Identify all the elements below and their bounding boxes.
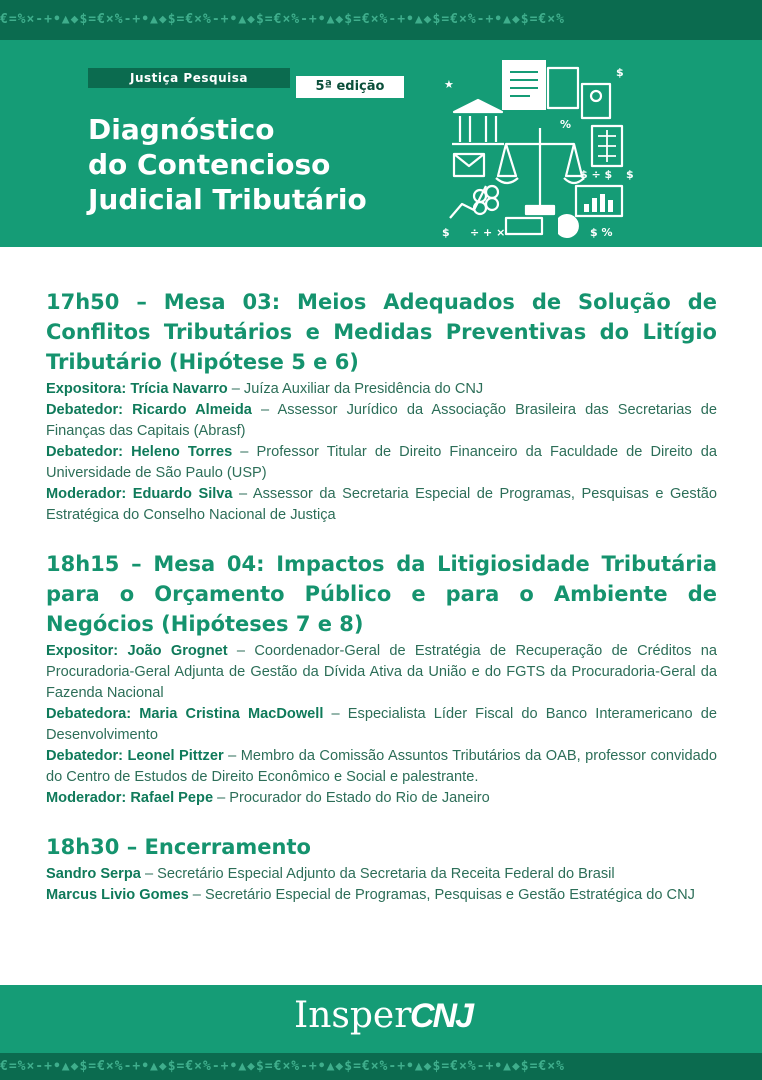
- program-content: [46, 287, 717, 929]
- speaker-name: Marcus Livio Gomes: [46, 887, 189, 903]
- svg-text:$ ÷ $: $ ÷ $: [580, 168, 613, 181]
- edition-badge: 5ª edição: [296, 76, 404, 98]
- program-section: [46, 549, 717, 809]
- speaker-description: – Juíza Auxiliar da Presidência do CNJ: [227, 381, 484, 397]
- svg-text:★: ★: [444, 78, 454, 91]
- speaker-description: – Especialista Líder Fiscal do Banco Interamericano de Desenvolvimento: [46, 706, 717, 743]
- tax-justice-illustration-icon: [440, 58, 640, 238]
- speaker-entry: [46, 864, 717, 885]
- svg-text:$: $: [626, 168, 634, 181]
- section-title: [46, 549, 717, 639]
- event-title-line: Judicial Tributário: [88, 183, 367, 216]
- svg-text:$: $: [442, 226, 450, 238]
- bottom-pattern-strip: [0, 1053, 762, 1080]
- section-title: [46, 287, 717, 377]
- section-title-line: 18h15 – Mesa 04: Impactos da Litigiosidade Tributária: [46, 552, 717, 576]
- section-title-line: Tributário (Hipótese 5 e 6): [46, 350, 359, 374]
- speaker-entry: [46, 641, 717, 704]
- pattern-text: €=%×-+•▲◆$=€×%-+•▲◆$=€×%-+•▲◆$=€×%-+•▲◆$=€×%-+•▲◆$=€×%-+•▲◆$=€×%: [0, 1059, 565, 1074]
- section-title-line: para o Orçamento Público e para o Ambiente de: [46, 582, 717, 606]
- speaker-name: Debatedora: Maria Cristina MacDowell: [46, 706, 324, 722]
- event-title-line: do Contencioso: [88, 148, 331, 181]
- section-title: [46, 832, 717, 862]
- program-section: [46, 832, 717, 906]
- svg-text:%: %: [560, 118, 572, 131]
- event-title-line: Diagnóstico: [88, 113, 275, 146]
- speaker-description: – Membro da Comissão Assuntos Tributários da OAB, professor convidado do Centro de Estudos de Direito Econômico e Social e palestrante.: [46, 748, 717, 785]
- speaker-name: Moderador: Eduardo Silva: [46, 486, 233, 502]
- speaker-name: Expositor: João Grognet: [46, 643, 228, 659]
- insper-logo: Insper: [294, 995, 412, 1036]
- speaker-entry: [46, 379, 717, 400]
- speaker-entry: [46, 400, 717, 442]
- speaker-name: Debatedor: Leonel Pittzer: [46, 748, 224, 764]
- speaker-entry: [46, 788, 717, 809]
- speaker-name: Moderador: Rafael Pepe: [46, 790, 214, 806]
- speaker-name: Debatedor: Ricardo Almeida: [46, 402, 252, 418]
- footer-logo-band: [0, 985, 762, 1053]
- speaker-description: – Assessor Jurídico da Associação Brasileira das Secretarias de Finanças das Capitais (Abrasf): [46, 402, 717, 439]
- section-title-line: 18h30 – Encerramento: [46, 835, 311, 859]
- svg-text:$: $: [616, 66, 624, 79]
- speaker-description: – Coordenador-Geral de Estratégia de Recuperação de Créditos na Procuradoria-Geral Adjunta de Gestão da Dívida Ativa da União e do FGTS da Procuradoria-Geral da Fazenda Nacional: [46, 643, 717, 701]
- speaker-description: – Assessor da Secretaria Especial de Programas, Pesquisas e Gestão Estratégica do Conselho Nacional de Justiça: [46, 486, 717, 523]
- speaker-description: – Professor Titular de Direito Financeiro da Faculdade de Direito da Universidade de São Paulo (USP): [46, 444, 717, 481]
- speaker-description: – Secretário Especial Adjunto da Secretaria da Receita Federal do Brasil: [140, 866, 615, 882]
- speaker-entry: [46, 484, 717, 526]
- event-title: [88, 112, 438, 217]
- section-title-line: 17h50 – Mesa 03: Meios Adequados de Solução de: [46, 290, 717, 314]
- speaker-name: Expositora: Trícia Navarro: [46, 381, 228, 397]
- speaker-entry: [46, 746, 717, 788]
- speaker-entry: [46, 704, 717, 746]
- svg-text:÷ + ×: ÷ + ×: [470, 226, 506, 238]
- speaker-name: Debatedor: Heleno Torres: [46, 444, 233, 460]
- section-title-line: Negócios (Hipóteses 7 e 8): [46, 612, 364, 636]
- pattern-text: €=%×-+•▲◆$=€×%-+•▲◆$=€×%-+•▲◆$=€×%-+•▲◆$=€×%-+•▲◆$=€×%-+•▲◆$=€×%: [0, 12, 565, 27]
- cnj-logo: CNJ: [410, 997, 473, 1035]
- series-tag: Justiça Pesquisa: [88, 68, 290, 88]
- speaker-description: – Secretário Especial de Programas, Pesquisas e Gestão Estratégica do CNJ: [188, 887, 695, 903]
- speaker-entry: [46, 442, 717, 484]
- svg-text:$ %: $ %: [590, 226, 613, 238]
- speaker-entry: [46, 885, 717, 906]
- section-title-line: Conflitos Tributários e Medidas Preventivas do Litígio: [46, 320, 717, 344]
- speaker-name: Sandro Serpa: [46, 866, 141, 882]
- program-section: [46, 287, 717, 526]
- top-pattern-strip: [0, 0, 762, 40]
- speaker-description: – Procurador do Estado do Rio de Janeiro: [213, 790, 490, 806]
- header-banner: [0, 40, 762, 247]
